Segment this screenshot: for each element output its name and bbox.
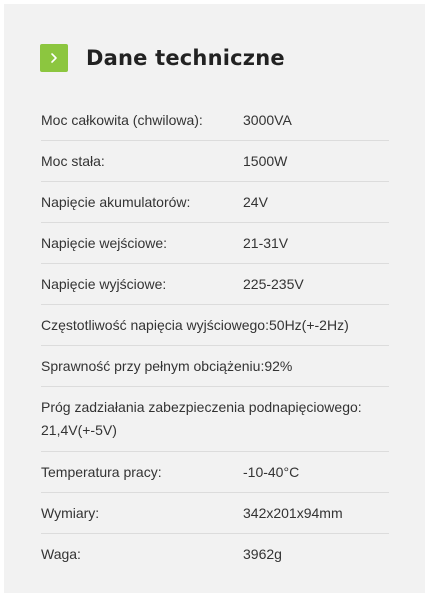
spec-value: -10-40°C — [243, 464, 300, 480]
spec-label: Częstotliwość napięcia wyjściowego: — [41, 317, 269, 333]
spec-value: 3962g — [243, 546, 282, 562]
spec-label: Napięcie akumulatorów: — [41, 194, 191, 210]
chevron-right-icon — [40, 44, 68, 72]
spec-value: 1500W — [243, 153, 288, 169]
spec-row — [41, 346, 389, 387]
spec-value: 24V — [243, 194, 268, 210]
spec-label: Moc stała: — [41, 153, 105, 169]
section-title: Dane techniczne — [86, 46, 285, 70]
spec-label: Wymiary: — [41, 505, 100, 521]
spec-label: Próg zadziałania zabezpieczenia podnapięciowego: — [41, 399, 362, 415]
spec-value: 21-31V — [243, 235, 289, 251]
spec-value: 21,4V(+-5V) — [41, 422, 117, 438]
spec-label: Waga: — [41, 546, 81, 562]
spec-wrap — [41, 396, 389, 442]
spec-value: 225-235V — [243, 276, 304, 292]
tech-specs-panel — [4, 4, 425, 593]
spec-row — [41, 493, 389, 534]
spec-row — [41, 452, 389, 493]
spec-label: Napięcie wejściowe: — [41, 235, 168, 251]
spec-row — [41, 264, 389, 305]
spec-value: 342x201x94mm — [243, 505, 343, 521]
spec-label: Napięcie wyjściowe: — [41, 276, 167, 292]
spec-row — [41, 305, 389, 346]
spec-row — [41, 387, 389, 452]
specs-table — [41, 100, 389, 574]
section-header — [40, 43, 285, 73]
spec-value: 50Hz(+-2Hz) — [269, 317, 349, 333]
spec-value: 92% — [264, 358, 293, 374]
spec-row — [41, 100, 389, 141]
spec-label: Temperatura pracy: — [41, 464, 162, 480]
spec-row — [41, 223, 389, 264]
spec-row — [41, 182, 389, 223]
spec-value: 3000VA — [243, 112, 292, 128]
spec-label: Sprawność przy pełnym obciążeniu: — [41, 358, 265, 374]
spec-label: Moc całkowita (chwilowa): — [41, 112, 203, 128]
spec-row — [41, 534, 389, 574]
spec-row — [41, 141, 389, 182]
